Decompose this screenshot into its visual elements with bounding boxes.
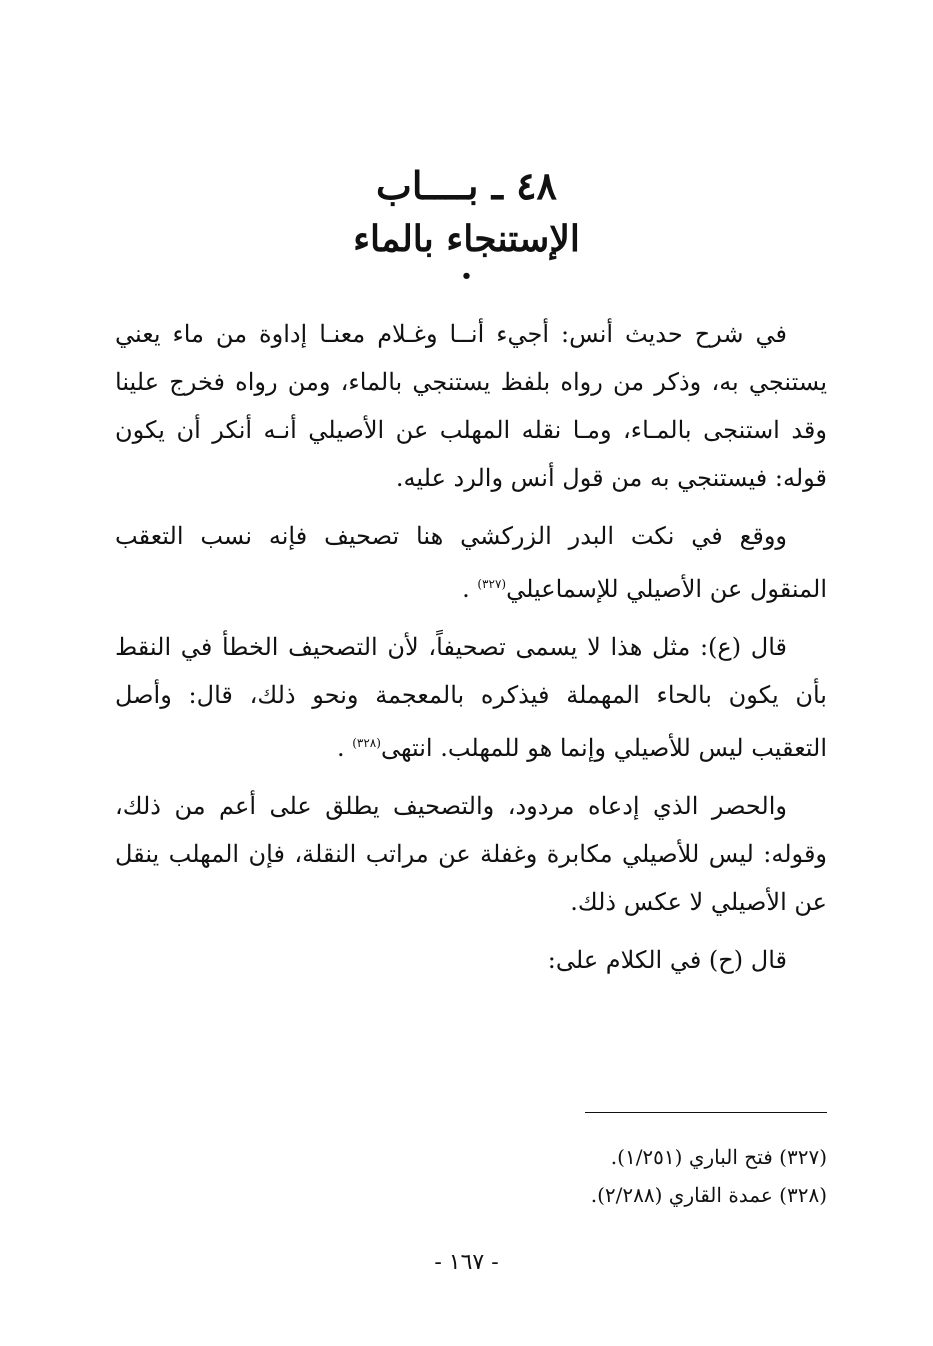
paragraph-4 — [115, 782, 827, 926]
paragraph-1 — [115, 310, 827, 502]
paragraph-text: والحصر الذي إدعاه مردود، والتصحيف يطلق على أعم من ذلك، وقوله: ليس للأصيلي مكابرة وغفلة عن مراتب النقلة، فإن المهلب ينقل عن الأصيلي لا عكس ذلك. — [115, 792, 828, 916]
chapter-heading — [0, 160, 933, 288]
paragraph-end-mark: . — [462, 575, 470, 603]
footnote-reference: (٣٢٨) — [352, 736, 381, 750]
paragraph-2 — [115, 512, 827, 613]
paragraph-text: قال (ع): مثل هذا لا يسمى تصحيفاً، لأن التصحيف الخطأ في النقط بأن يكون بالحاء المهملة فيذكره بالمعجمة ونحو ذلك، قال: وأصل التعقيب ليس للأصيلي وإنما هو للمهلب. انتهى — [115, 633, 827, 762]
paragraph-text: قال (ح) في الكلام على: — [547, 946, 787, 974]
chapter-number: ٤٨ ـ بــــاب — [376, 163, 557, 208]
footnotes — [400, 1138, 827, 1214]
heading-ornament-dot: • — [460, 266, 473, 287]
footnote-327: (٣٢٧) فتح الباري (١/٢٥١). — [610, 1145, 827, 1169]
paragraph-text: ووقع في نكت البدر الزركشي هنا تصحيف فإنه نسب التعقب المنقول عن الأصيلي للإسماعيلي — [115, 522, 827, 603]
chapter-title: الإستنجاء بالماء — [353, 218, 580, 260]
footnote-reference: (٣٢٧) — [477, 577, 507, 591]
footnote-separator — [585, 1112, 827, 1113]
paragraph-end-mark: . — [336, 734, 345, 762]
paragraph-5 — [115, 936, 827, 984]
page-number: - ١٦٧ - — [434, 1250, 499, 1275]
paragraph-3 — [115, 623, 827, 772]
paragraph-text: في شرح حديث أنس: أجيء أنــا وغـلام معنـا إداوة من ماء يعني يستنجي به، وذكر من رواه بلفظ يستنجي بالماء، ومن رواه فخرج علينا وقد استنجى بالمـاء، ومـا نقله المهلب عن الأصيلي أنـه أنكر أن يكون قوله: فيستنجي به من قول أنس والرد عليه. — [115, 320, 827, 492]
footnote-328: (٣٢٨) عمدة القاري (٢/٢٨٨). — [590, 1183, 827, 1207]
main-text — [115, 310, 827, 994]
